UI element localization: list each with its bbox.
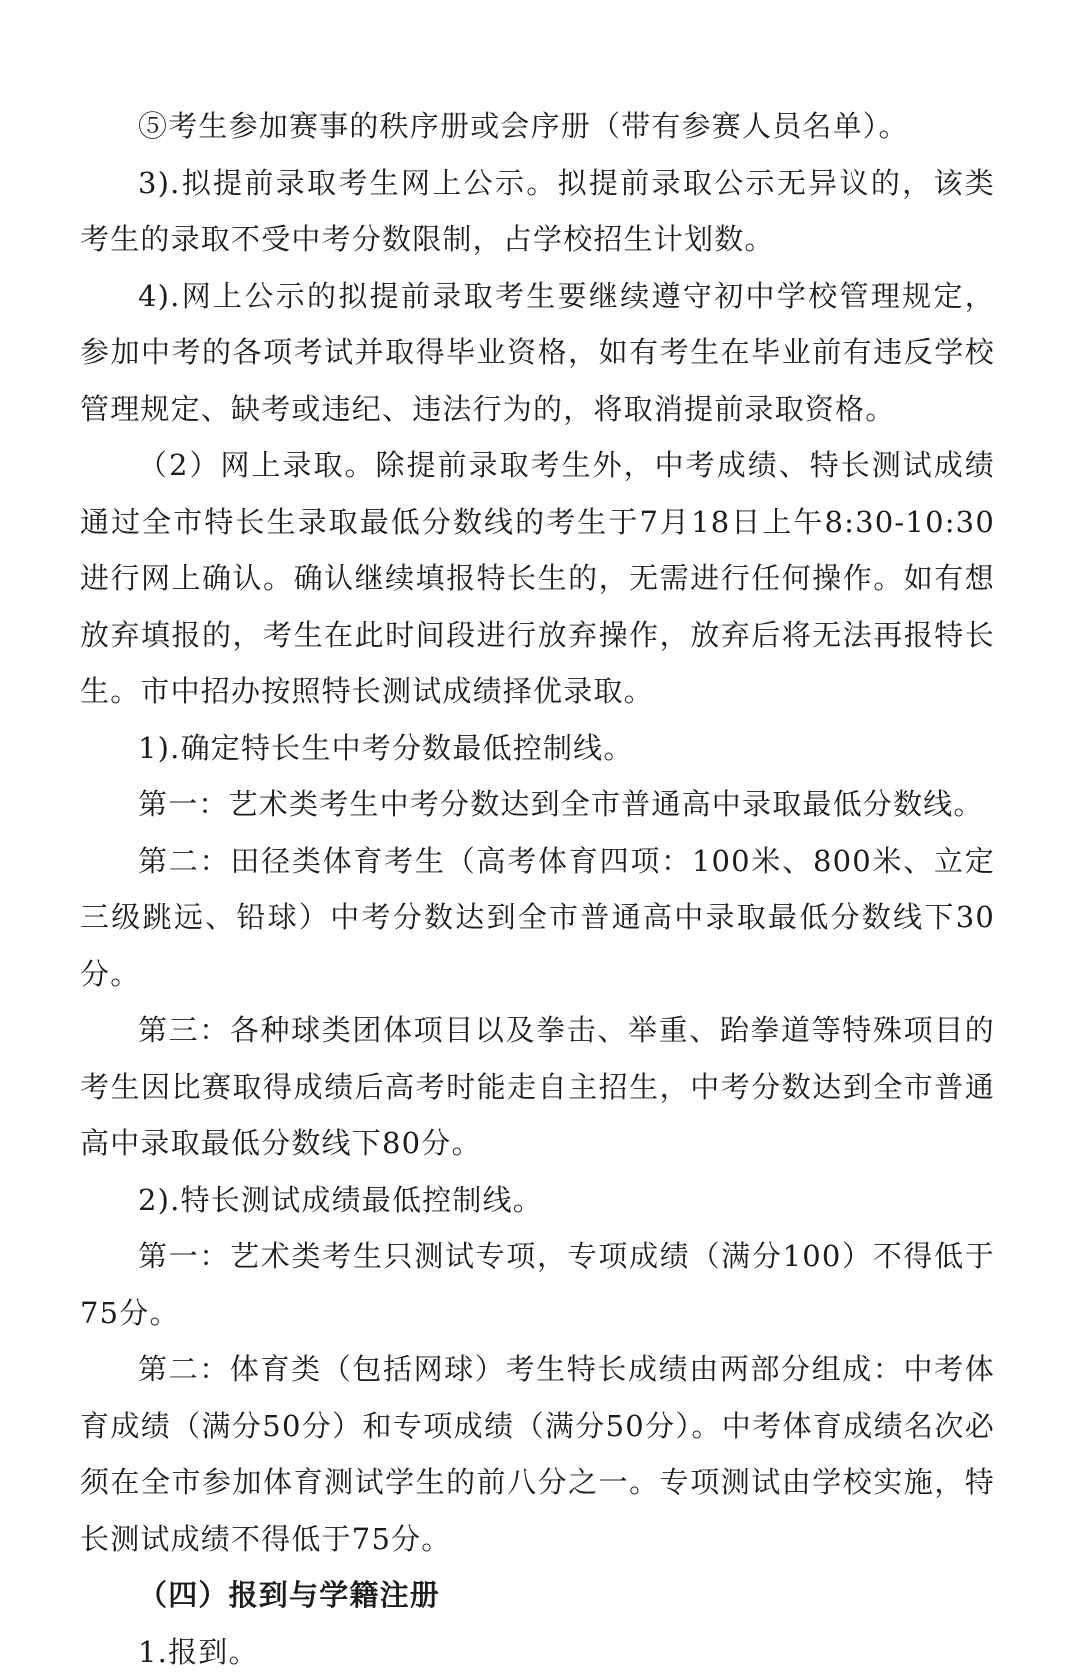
section-heading-registration xyxy=(80,1567,995,1624)
document-page xyxy=(80,98,995,1680)
section-heading-text: （四）报到与学籍注册 xyxy=(138,1578,440,1612)
paragraph-art-students-score: 第一：艺术类考生中考分数达到全市普通高中录取最低分数线。 xyxy=(80,776,995,833)
paragraph-art-special-test: 第一：艺术类考生只测试专项，专项成绩（满分100）不得低于75分。 xyxy=(80,1228,995,1341)
paragraph-special-test-control-line: 2).特长测试成绩最低控制线。 xyxy=(80,1172,995,1229)
paragraph-sports-special-test: 第二：体育类（包括网球）考生特长成绩由两部分组成：中考体育成绩（满分50分）和专项成绩（满分50分）。中考体育成绩名次必须在全市参加体育测试学生的前八分之一。专项测试由学校实施，特长测试成绩不得低于75分。 xyxy=(80,1341,995,1567)
paragraph-exhibit-item-5: ⑤考生参加赛事的秩序册或会序册（带有参赛人员名单）。 xyxy=(80,98,995,155)
paragraph-early-admission-rules: 4).网上公示的拟提前录取考生要继续遵守初中学校管理规定，参加中考的各项考试并取得毕业资格，如有考生在毕业前有违反学校管理规定、缺考或违纪、违法行为的，将取消提前录取资格。 xyxy=(80,268,995,438)
paragraph-ball-games-score: 第三：各种球类团体项目以及拳击、举重、跆拳道等特殊项目的考生因比赛取得成绩后高考时能走自主招生，中考分数达到全市普通高中录取最低分数线下80分。 xyxy=(80,1002,995,1172)
paragraph-score-control-line: 1).确定特长生中考分数最低控制线。 xyxy=(80,720,995,777)
paragraph-online-admission: （2）网上录取。除提前录取考生外，中考成绩、特长测试成绩通过全市特长生录取最低分数线的考生于7月18日上午8:30-10:30进行网上确认。确认继续填报特长生的，无需进行任何操作。如有想放弃填报的，考生在此时间段进行放弃操作，放弃后将无法再报特长生。市中招办按照特长测试成绩择优录取。 xyxy=(80,437,995,720)
paragraph-track-field-score: 第二：田径类体育考生（高考体育四项：100米、800米、立定三级跳远、铅球）中考分数达到全市普通高中录取最低分数线下30分。 xyxy=(80,833,995,1003)
paragraph-report: 1.报到。 xyxy=(80,1624,995,1680)
paragraph-early-admission-publicity: 3).拟提前录取考生网上公示。拟提前录取公示无异议的，该类考生的录取不受中考分数限制，占学校招生计划数。 xyxy=(80,155,995,268)
